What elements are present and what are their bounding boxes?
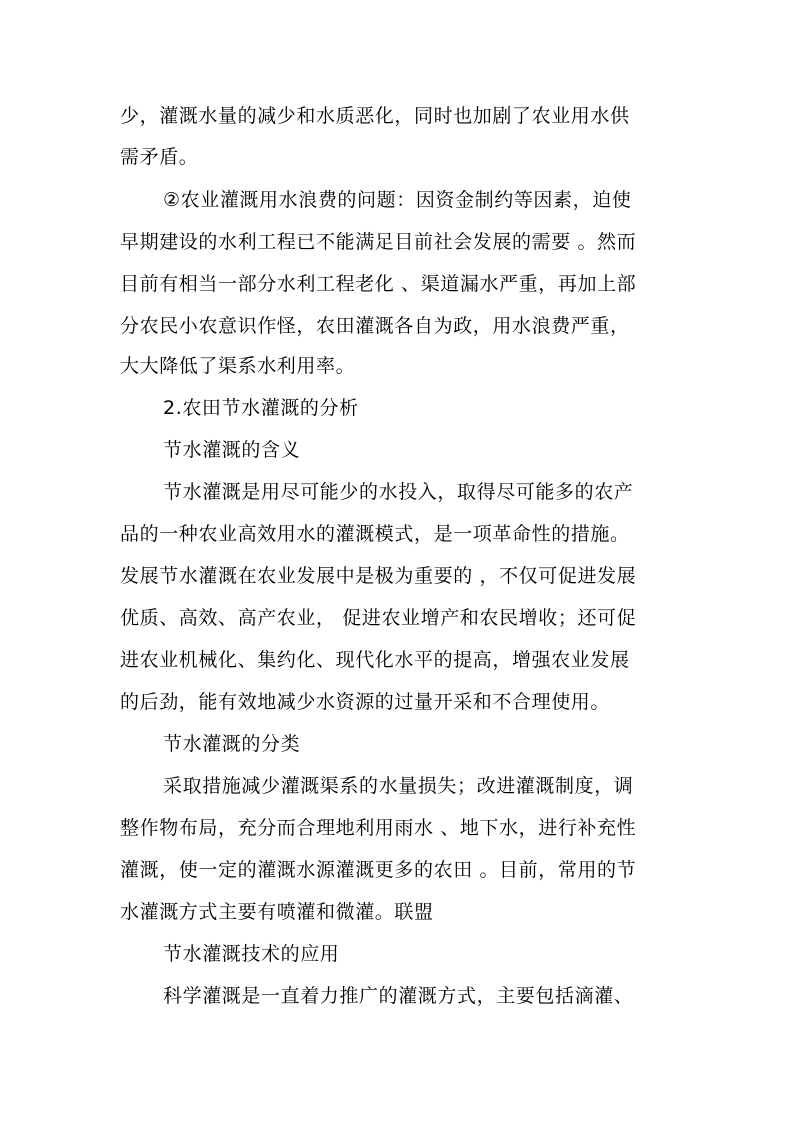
text-line-10: 节水灌溉是用尽可能少的水投入，取得尽可能多的农产 xyxy=(163,481,634,503)
text-line-18: 整作物布局，充分而合理地利用雨水 、地下水，进行补充性 xyxy=(120,817,637,839)
text-line-7: 大大降低了渠系水利用率。 xyxy=(120,355,356,377)
text-line-19: 灌溉，使一定的灌溉水源灌溉更多的农田 。目前，常用的节 xyxy=(120,859,637,881)
text-line-4: 早期建设的水利工程已不能满足目前社会发展的需要 。然而 xyxy=(120,231,637,253)
text-line-6: 分农民小农意识作怪，农田灌溉各自为政，用水浪费严重， xyxy=(120,315,630,337)
text-line-20: 水灌溉方式主要有喷灌和微灌。联盟 xyxy=(120,901,434,923)
text-line-17: 采取措施减少灌溉渠系的水量损失；改进灌溉制度，调 xyxy=(163,775,634,797)
text-line-15: 的后劲，能有效地减少水资源的过量开采和不合理使用。 xyxy=(120,691,611,713)
text-line-13: 优质、高效、高产农业， 促进农业增产和农民增收；还可促 xyxy=(120,607,637,629)
text-line-5: 目前有相当一部分水利工程老化 、渠道漏水严重，再加上部 xyxy=(120,273,637,295)
text-line-14: 进农业机械化、集约化、现代化水平的提高，增强农业发展 xyxy=(120,649,630,671)
text-line-3: ②农业灌溉用水浪费的问题：因资金制约等因素，迫使 xyxy=(163,189,632,211)
text-line-1: 少，灌溉水量的减少和水质恶化，同时也加剧了农业用水供 xyxy=(120,105,630,127)
subheading-application: 节水灌溉技术的应用 xyxy=(163,943,340,965)
subheading-meaning: 节水灌溉的含义 xyxy=(163,439,301,461)
subheading-classification: 节水灌溉的分类 xyxy=(163,733,301,755)
text-line-22: 科学灌溉是一直着力推广的灌溉方式，主要包括滴灌、 xyxy=(163,985,634,1007)
text-line-2: 需矛盾。 xyxy=(120,146,199,168)
text-line-12: 发展节水灌溉在农业发展中是极为重要的 ，不仅可促进发展 xyxy=(120,565,637,587)
section-heading: 2.农田节水灌溉的分析 xyxy=(163,397,359,419)
text-line-11: 品的一种农业高效用水的灌溉模式，是一项革命性的措施。 xyxy=(120,523,630,545)
